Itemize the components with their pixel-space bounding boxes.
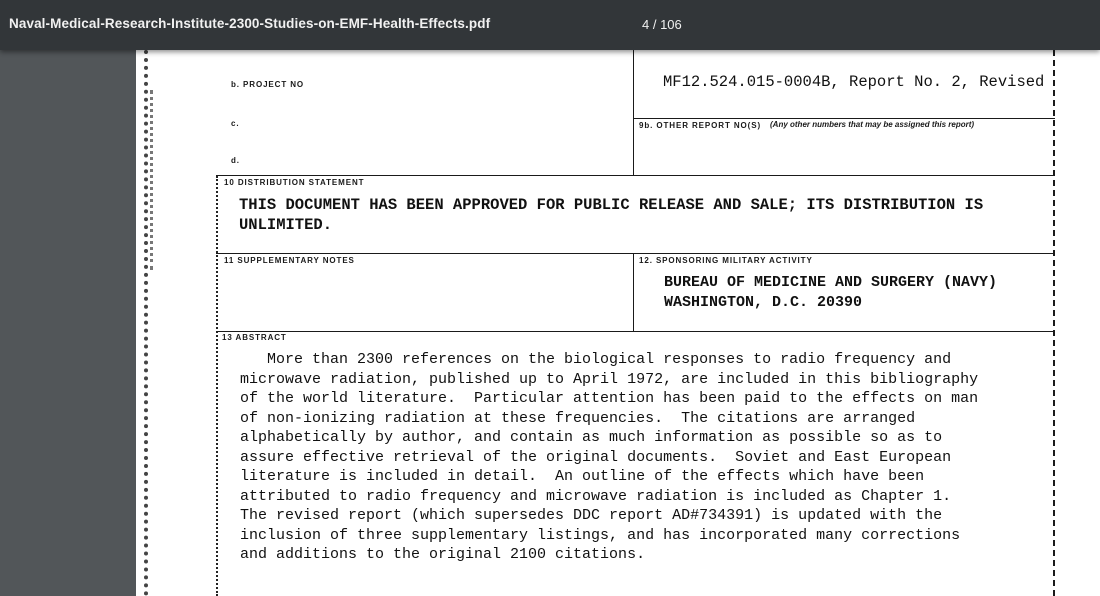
scan-edge [150, 90, 153, 270]
supplementary-notes-label: 11 SUPPLEMENTARY NOTES [224, 256, 355, 265]
form-right-border [1053, 50, 1055, 596]
distribution-line-2: UNLIMITED. [239, 216, 333, 234]
form-center-divider [633, 50, 634, 175]
project-no-value: MF12.524.015-0004B, Report No. 2, Revised [663, 73, 1045, 91]
abstract-line: inclusion of three supplementary listings, and has incorporated many corrections [240, 526, 961, 544]
sponsor-line-1: BUREAU OF MEDICINE AND SURGERY (NAVY) [664, 274, 998, 291]
form-line [216, 253, 1055, 254]
item-c-label: c. [231, 119, 240, 128]
abstract-line: literature is included in detail. An outline of the effects which have been [240, 468, 925, 485]
scan-edge [144, 50, 148, 596]
abstract-line: More than 2300 references on the biological responses to radio frequency and [240, 351, 952, 368]
item-d-label: d. [231, 156, 240, 165]
document-title: Naval-Medical-Research-Institute-2300-Studies-on-EMF-Health-Effects.pdf [9, 16, 491, 31]
abstract-line: attributed to radio frequency and microwave radiation is included as Chapter 1. [240, 487, 952, 505]
project-no-label: b. PROJECT NO [231, 80, 305, 89]
abstract-line: microwave radiation, published up to April 1972, are included in this bibliography [240, 370, 979, 388]
sponsor-line-2: WASHINGTON, D.C. 20390 [664, 294, 863, 311]
abstract-line: of the world literature. Particular attention has been paid to the effects on man [240, 390, 979, 407]
form-center-divider [633, 254, 634, 332]
abstract-line: and additions to the original 2100 citations. [240, 546, 646, 563]
other-report-note: (Any other numbers that may be assigned this report) [770, 120, 975, 129]
abstract-line: The revised report (which supersedes DDC report AD#734391) is updated with the [240, 507, 943, 524]
distribution-label: 10 DISTRIBUTION STATEMENT [224, 178, 365, 187]
form-line [216, 175, 1055, 176]
pdf-toolbar [0, 0, 1100, 50]
other-report-label: 9b. OTHER REPORT NO(S) [639, 121, 762, 130]
pdf-page [136, 50, 1100, 596]
abstract-line: alphabetically by author, and contain as much information as possible so as to [240, 429, 943, 446]
distribution-line-1: THIS DOCUMENT HAS BEEN APPROVED FOR PUBLIC RELEASE AND SALE; ITS DISTRIBUTION IS [239, 196, 984, 214]
abstract-label: 13 ABSTRACT [222, 333, 287, 342]
page-indicator[interactable]: 4 / 106 [642, 17, 682, 32]
form-left-border [216, 176, 218, 596]
form-line [633, 118, 1055, 119]
sponsoring-activity-label: 12. SPONSORING MILITARY ACTIVITY [639, 256, 813, 265]
abstract-line: assure effective retrieval of the original documents. Soviet and East European [240, 448, 952, 466]
abstract-text [240, 350, 978, 565]
form-line [216, 331, 1055, 332]
abstract-line: of non-ionizing radiation at these frequencies. The citations are arranged [240, 409, 916, 427]
